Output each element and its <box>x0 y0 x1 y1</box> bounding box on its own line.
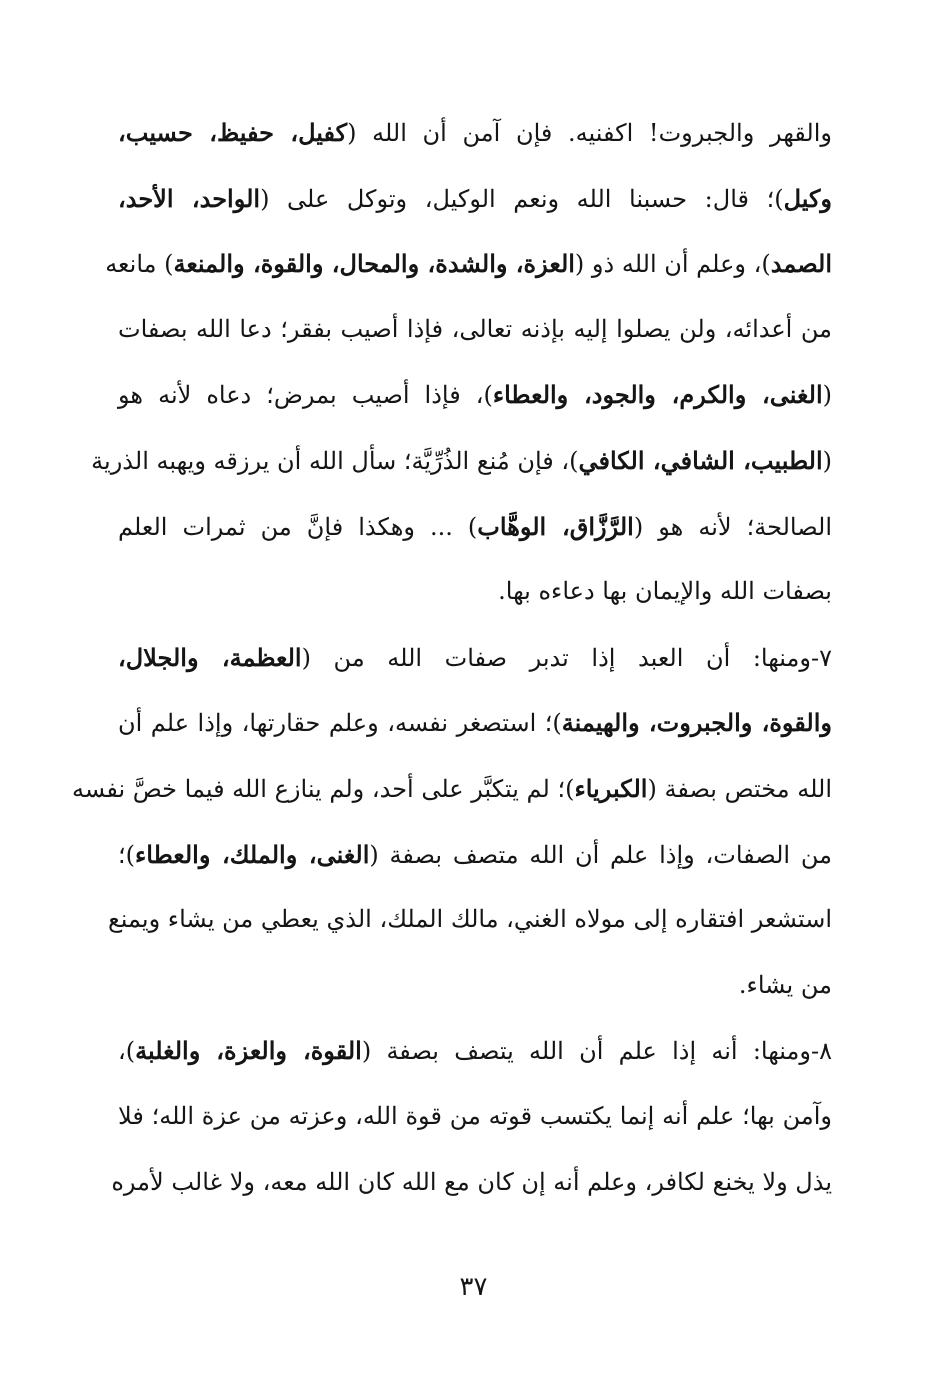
text-line <box>118 625 832 691</box>
text-segment: )؛ استصغر نفسه، وعلم حقارتها، وإذا علم أن <box>118 709 562 738</box>
text-line <box>118 494 832 560</box>
text-segment: والقهر والجبروت! اكفنيه. فإن آمن أن الله ( <box>347 119 832 147</box>
text-line <box>118 166 832 232</box>
text-segment: )، <box>118 1037 136 1066</box>
text-line <box>118 1084 832 1150</box>
text-line <box>118 362 832 428</box>
text-line <box>118 559 832 625</box>
text-segment: )، فإذا أصيب بمرض؛ دعاه لأنه هو <box>118 381 493 410</box>
text-segment: استشعر افتقاره إلى مولاه الغني، مالك الملك، الذي يعطي من يشاء ويمنع <box>108 905 832 934</box>
body-text <box>72 100 832 1215</box>
bold-text-segment: العزة، والشدة، والمحال، والقوة، والمنعة <box>173 249 575 279</box>
text-segment: ( <box>822 381 832 410</box>
text-segment: الصالحة؛ لأنه هو ( <box>633 512 832 541</box>
bold-text-segment: الغنى، والملك، والعطاء <box>135 839 370 869</box>
text-line <box>105 231 832 297</box>
text-segment: ٧-ومنها: أن العبد إذا تدبر صفات الله من ( <box>301 643 832 672</box>
text-segment: )؛ لم يتكبَّر على أحد، ولم ينازع الله فيما خصَّ نفسه <box>72 774 575 803</box>
bold-text-segment: الصمد <box>770 249 832 279</box>
bold-text-segment: الكبرياء <box>574 773 648 803</box>
text-line <box>118 297 832 363</box>
bold-text-segment: وكيل <box>783 183 832 213</box>
text-segment: من أعدائه، ولن يصلوا إليه بإذنه تعالى، فإذا أصيب بفقر؛ دعا الله بصفات <box>118 314 832 343</box>
bold-text-segment: والقوة، والجبروت، والهيمنة <box>561 708 832 738</box>
bold-text-segment: الواحد، الأحد، <box>118 183 261 213</box>
text-line <box>111 1150 832 1216</box>
bold-text-segment: القوة، والعزة، والغلبة <box>135 1036 362 1066</box>
text-segment: يذل ولا يخنع لكافر، وعلم أنه إن كان مع الله كان الله معه، ولا غالب لأمره <box>111 1167 832 1196</box>
text-line <box>91 428 832 494</box>
bold-text-segment: الغنى، والكرم، والجود، والعطاء <box>492 380 823 410</box>
bold-text-segment: الرَّزَّاق، الوهَّاب <box>477 511 634 541</box>
text-line <box>118 100 832 166</box>
text-segment: )؛ <box>118 840 135 869</box>
text-line <box>118 690 832 756</box>
bold-text-segment: كفيل، حفيظ، حسيب، <box>118 118 348 147</box>
text-segment: بصفات الله والإيمان بها دعاءه بها. <box>498 577 832 606</box>
text-line <box>118 953 832 1019</box>
text-segment: الله مختص بصفة ( <box>647 774 832 803</box>
text-line <box>108 887 832 953</box>
text-line <box>72 756 832 822</box>
bold-text-segment: الطبيب، الشافي، الكافي <box>578 445 823 475</box>
text-segment: ) مانعه <box>105 250 174 279</box>
text-segment: ٨-ومنها: أنه إذا علم أن الله يتصف بصفة ( <box>361 1037 832 1066</box>
text-segment: وآمن بها؛ علم أنه إنما يكتسب قوته من قوة الله، وعزته من عزة الله؛ فلا <box>118 1101 832 1130</box>
text-line <box>118 1018 832 1084</box>
text-segment: ) ... وهكذا فإنَّ من ثمرات العلم <box>118 512 478 541</box>
text-segment: من يشاء. <box>738 970 832 999</box>
text-segment: )؛ قال: حسبنا الله ونعم الوكيل، وتوكل على ( <box>260 184 784 213</box>
bold-text-segment: العظمة، والجلال، <box>118 642 302 672</box>
text-segment: من الصفات، وإذا علم أن الله متصف بصفة ( <box>369 840 832 869</box>
page-number: ٣٧ <box>459 1272 488 1302</box>
text-segment: ( <box>822 446 832 475</box>
text-segment: )، وعلم أن الله ذو ( <box>574 250 771 279</box>
text-line <box>118 822 832 888</box>
text-segment: )، فإن مُنع الذُرِّيَّة؛ سأل الله أن يرزقه ويهبه الذرية <box>91 446 579 475</box>
